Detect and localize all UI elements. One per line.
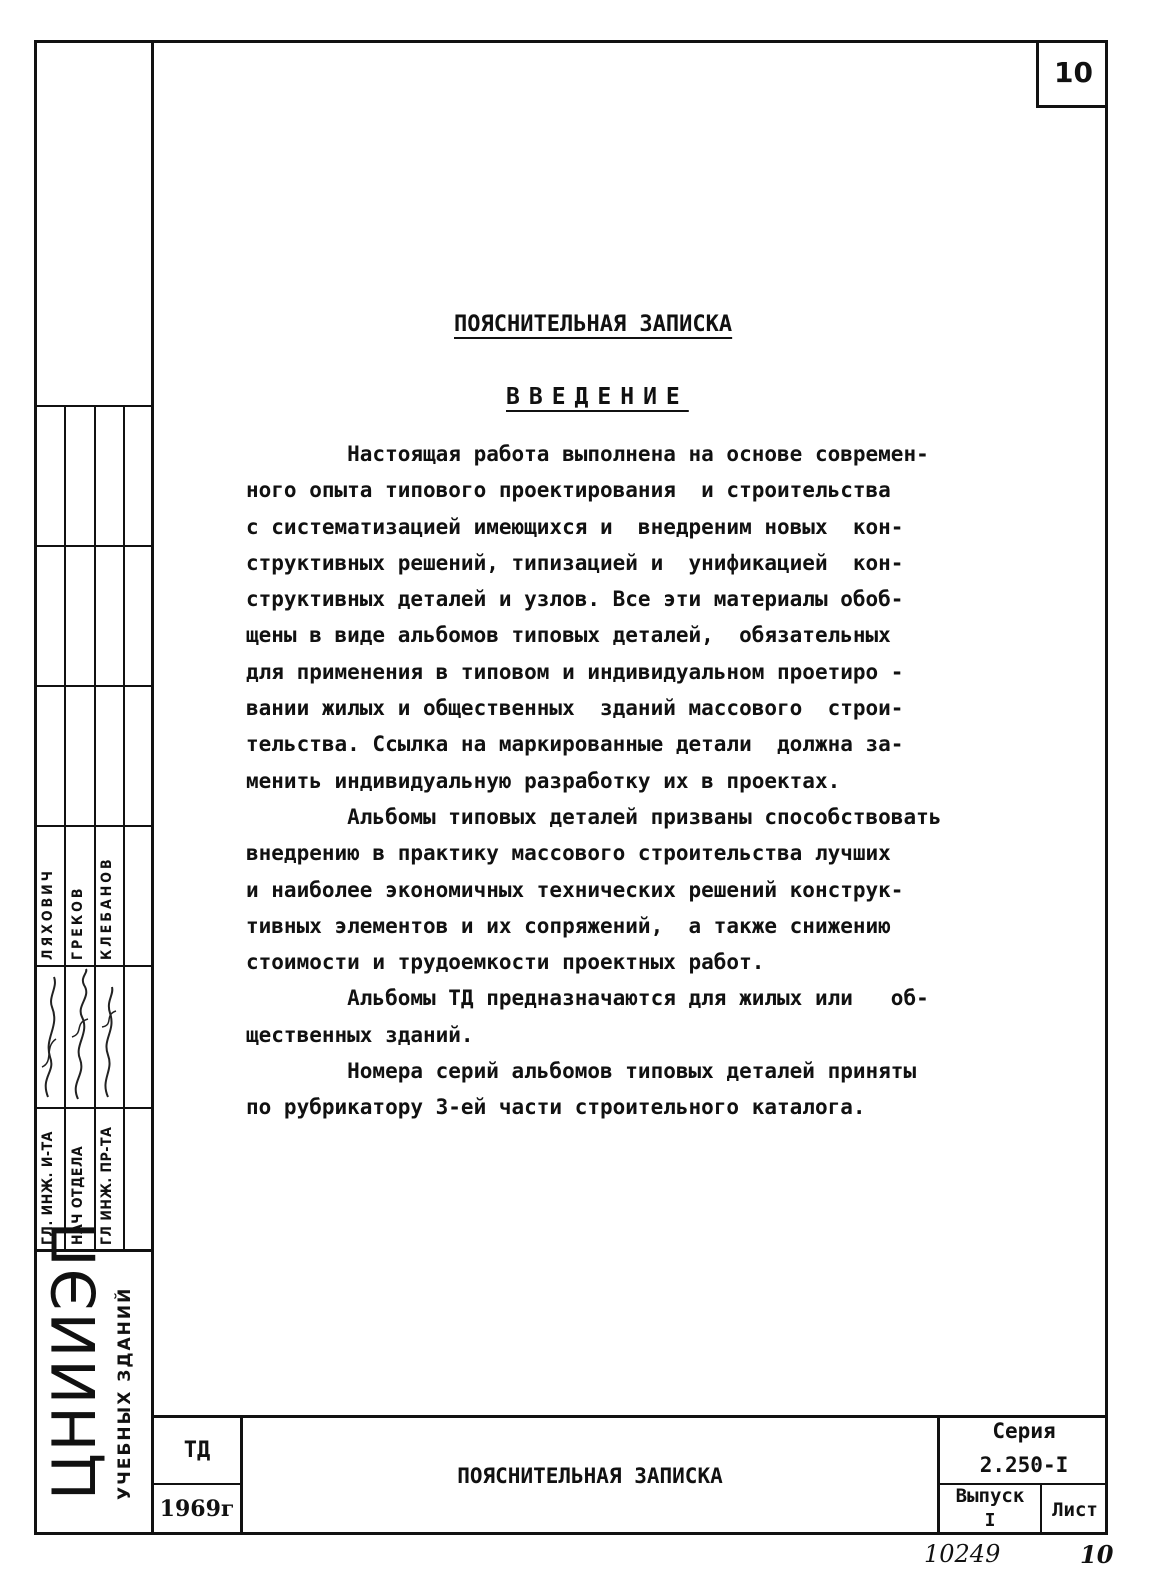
sig-role-2: НАЧ ОТДЕЛА <box>70 1145 86 1245</box>
sheet-number: 10 <box>1054 56 1093 89</box>
organization-name: ЦНИИЭП <box>40 1219 110 1500</box>
text-line: и наиболее экономичных технических решений конструк- <box>246 877 904 902</box>
text-line: вании жилых и общественных зданий массового строи- <box>246 696 904 721</box>
signature-scribbles <box>34 967 154 1107</box>
text-line: Настоящая работа выполнена на основе современ- <box>246 442 929 466</box>
text-line: для применения в типовом и индивидуальном проетиро - <box>246 659 904 684</box>
sheet-number-handwritten: 10 <box>1080 1540 1114 1569</box>
text-line: менить индивидуальную разработку их в проектах. <box>246 768 841 793</box>
text-line: Номера серий альбомов типовых деталей приняты <box>246 1059 917 1084</box>
series-value: 2.250-I <box>979 1453 1069 1477</box>
text-line: стоимости и трудоемкости проектных работ. <box>246 950 765 975</box>
organization-subtitle: УЧЕБНЫХ ЗДАНИЙ <box>115 1286 135 1500</box>
sig-grid-line <box>94 405 96 1250</box>
section-heading: ВВЕДЕНИЕ <box>506 384 689 410</box>
sheet-number-box <box>1036 40 1108 108</box>
body-text <box>246 436 1036 1126</box>
series-label: Серия <box>992 1419 1056 1443</box>
code-cell: ТД <box>183 1438 211 1463</box>
inventory-number: 10249 <box>924 1540 1001 1568</box>
text-line: ного опыта типового проектирования и строительства <box>246 478 891 503</box>
text-line: структивных деталей и узлов. Все эти материалы обоб- <box>246 587 904 612</box>
text-line: тивных элементов и их сопряжений, а также снижению <box>246 913 891 938</box>
text-line: структивных решений, типизацией и унификацией кон- <box>246 550 904 575</box>
text-line: по рубрикатору 3-ей части строительного каталога. <box>246 1095 866 1120</box>
left-strip-border <box>151 40 154 1535</box>
document-title: ПОЯСНИТЕЛЬНАЯ ЗАПИСКА <box>454 312 733 337</box>
sig-name-2: ГРЕКОВ <box>70 885 86 960</box>
text-line: щены в виде альбомов типовых деталей, обязательных <box>246 623 891 648</box>
text-line: внедрению в практику массового строительства лучших <box>246 841 891 866</box>
sig-name-3: КЛЕБАНОВ <box>99 856 115 960</box>
text-line: щественных зданий. <box>246 1022 474 1047</box>
sig-role-1: ГЛ. ИНЖ. И-ТА <box>40 1131 56 1245</box>
sig-grid-line <box>64 405 66 1250</box>
text-line: тельства. Ссылка на маркированные детали должна за- <box>246 732 904 757</box>
sig-name-1: ЛЯХОВИЧ <box>40 868 56 960</box>
text-line: Альбомы типовых деталей призваны способствовать <box>246 804 942 829</box>
title-block-title: ПОЯСНИТЕЛЬНАЯ ЗАПИСКА <box>457 1463 723 1488</box>
sig-role-3: ГЛ ИНЖ. ПР-ТА <box>99 1126 115 1245</box>
text-line: Альбомы ТД предназначаются для жилых или об- <box>246 986 929 1011</box>
issue-label: Выпуск <box>955 1485 1025 1507</box>
sheet-label: Лист <box>1052 1498 1098 1521</box>
text-line: с систематизацией имеющихся и внедреним новых кон- <box>246 514 904 539</box>
year-cell: 1969г <box>159 1496 235 1522</box>
issue-value: I <box>984 1510 996 1531</box>
sig-grid-line <box>123 405 125 1250</box>
